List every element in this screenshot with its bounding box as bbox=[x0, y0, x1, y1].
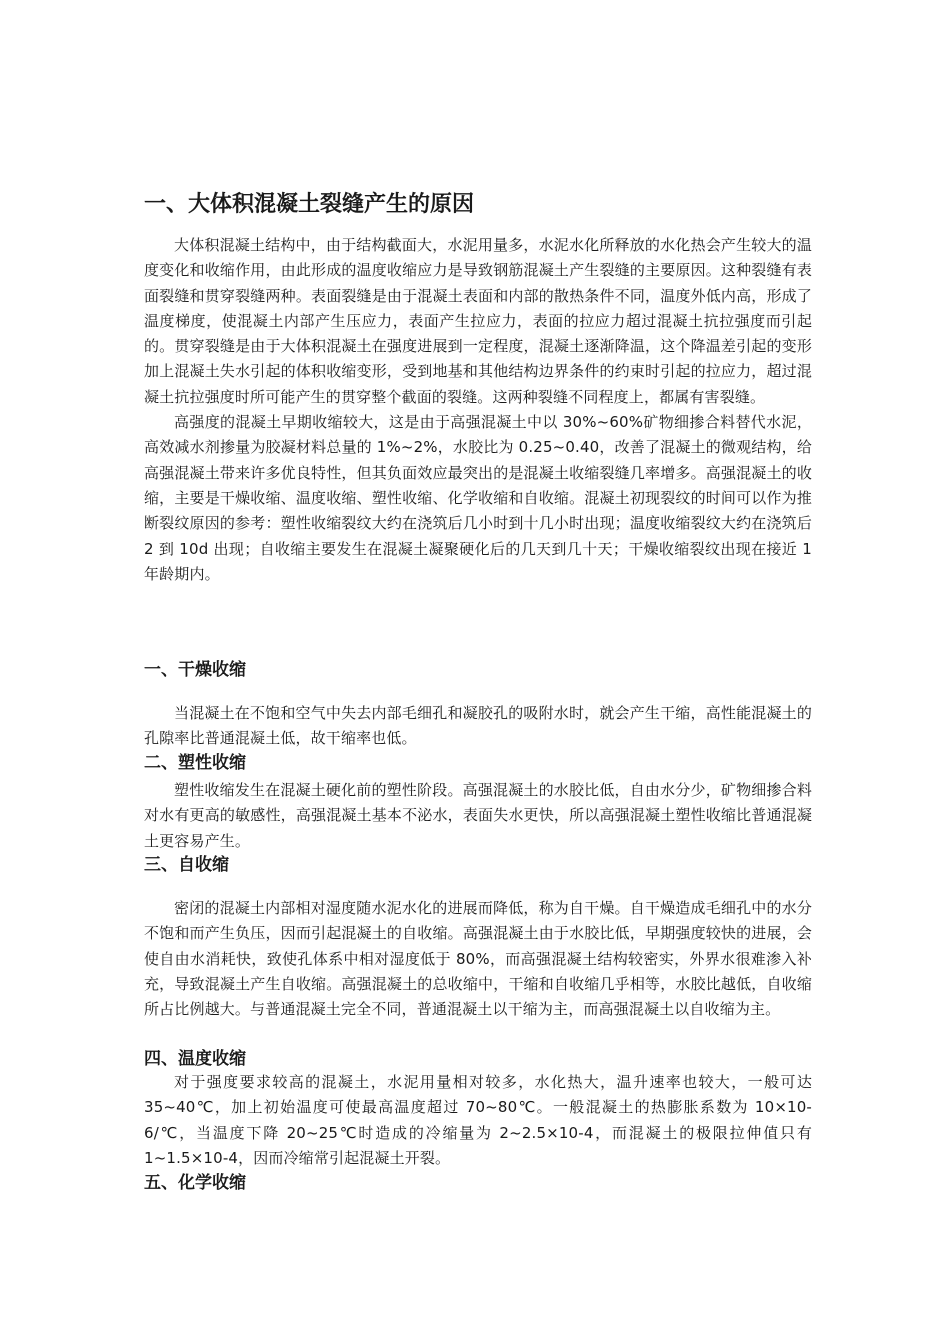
section-heading-drying-shrinkage: 一、干燥收缩 bbox=[144, 660, 246, 680]
intro-paragraph-2: 高强度的混凝土早期收缩较大，这是由于高强混凝土中以 30%~60%矿物细掺合料替代水泥，高效减水剂掺量为胶凝材料总量的 1%~2%，水胶比为 0.25~0.40，改善了混凝土的微观结构，给高强混凝土带来许多优良特性，但其负面效应最突出的是混凝土收缩裂缝几率增多。高强混凝土的收缩，主要是干燥收缩、温度收缩、塑性收缩、化学收缩和自收缩。混凝土初现裂纹的时间可以作为推断裂纹原因的参考：塑性收缩裂纹大约在浇筑后几小时到十几小时出现；温度收缩裂纹大约在浇筑后 2 到 10d 出现；自收缩主要发生在混凝土凝聚硬化后的几天到几十天；干燥收缩裂纹出现在接近 1 年龄期内。 bbox=[144, 413, 812, 583]
section-body-plastic-shrinkage bbox=[144, 778, 812, 854]
intro-section bbox=[144, 233, 812, 587]
section-heading-thermal-shrinkage: 四、温度收缩 bbox=[144, 1049, 246, 1069]
section-heading-autogenous-shrinkage: 三、自收缩 bbox=[144, 855, 229, 875]
section-heading-plastic-shrinkage: 二、塑性收缩 bbox=[144, 753, 246, 773]
intro-paragraph-1: 大体积混凝土结构中，由于结构截面大，水泥用量多，水泥水化所释放的水化热会产生较大的温度变化和收缩作用，由此形成的温度收缩应力是导致钢筋混凝土产生裂缝的主要原因。这种裂缝有表面裂缝和贯穿裂缝两种。表面裂缝是由于混凝土表面和内部的散热条件不同，温度外低内高，形成了温度梯度，使混凝土内部产生压应力，表面产生拉应力，表面的拉应力超过混凝土抗拉强度而引起的。贯穿裂缝是由于大体积混凝土在强度进展到一定程度，混凝土逐渐降温，这个降温差引起的变形加上混凝土失水引起的体积收缩变形，受到地基和其他结构边界条件的约束时引起的拉应力，超过混凝土抗拉强度时所可能产生的贯穿整个截面的裂缝。这两种裂缝不同程度上，都属有害裂缝。 bbox=[144, 236, 812, 406]
section-paragraph: 当混凝土在不饱和空气中失去内部毛细孔和凝胶孔的吸附水时，就会产生干缩，高性能混凝土的孔隙率比普通混凝土低，故干缩率也低。 bbox=[144, 704, 812, 748]
section-paragraph: 对于强度要求较高的混凝土，水泥用量相对较多，水化热大，温升速率也较大，一般可达 35~40℃，加上初始温度可使最高温度超过 70~80℃。一般混凝土的热膨胀系数为 10×10-6/℃，当温度下降 20~25℃时造成的冷缩量为 2~2.5×10-4，而混凝土的极限拉伸值只有 1~1.5×10-4，因而冷缩常引起混凝土开裂。 bbox=[144, 1073, 812, 1167]
section-body-drying-shrinkage bbox=[144, 701, 812, 752]
document-title: 一、大体积混凝土裂缝产生的原因 bbox=[144, 192, 475, 217]
section-paragraph: 塑性收缩发生在混凝土硬化前的塑性阶段。高强混凝土的水胶比低，自由水分少，矿物细掺合料对水有更高的敏感性，高强混凝土基本不泌水，表面失水更快，所以高强混凝土塑性收缩比普通混凝土更容易产生。 bbox=[144, 781, 812, 850]
section-body-autogenous-shrinkage bbox=[144, 896, 812, 1022]
section-paragraph: 密闭的混凝土内部相对湿度随水泥水化的进展而降低，称为自干燥。自干燥造成毛细孔中的水分不饱和而产生负压，因而引起混凝土的自收缩。高强混凝土由于水胶比低，早期强度较快的进展，会使自由水消耗快，致使孔体系中相对湿度低于 80%，而高强混凝土结构较密实，外界水很难渗入补充，导致混凝土产生自收缩。高强混凝土的总收缩中，干缩和自收缩几乎相等，水胶比越低，自收缩所占比例越大。与普通混凝土完全不同，普通混凝土以干缩为主，而高强混凝土以自收缩为主。 bbox=[144, 899, 812, 1019]
section-heading-chemical-shrinkage: 五、化学收缩 bbox=[144, 1173, 246, 1193]
section-body-thermal-shrinkage bbox=[144, 1070, 812, 1171]
